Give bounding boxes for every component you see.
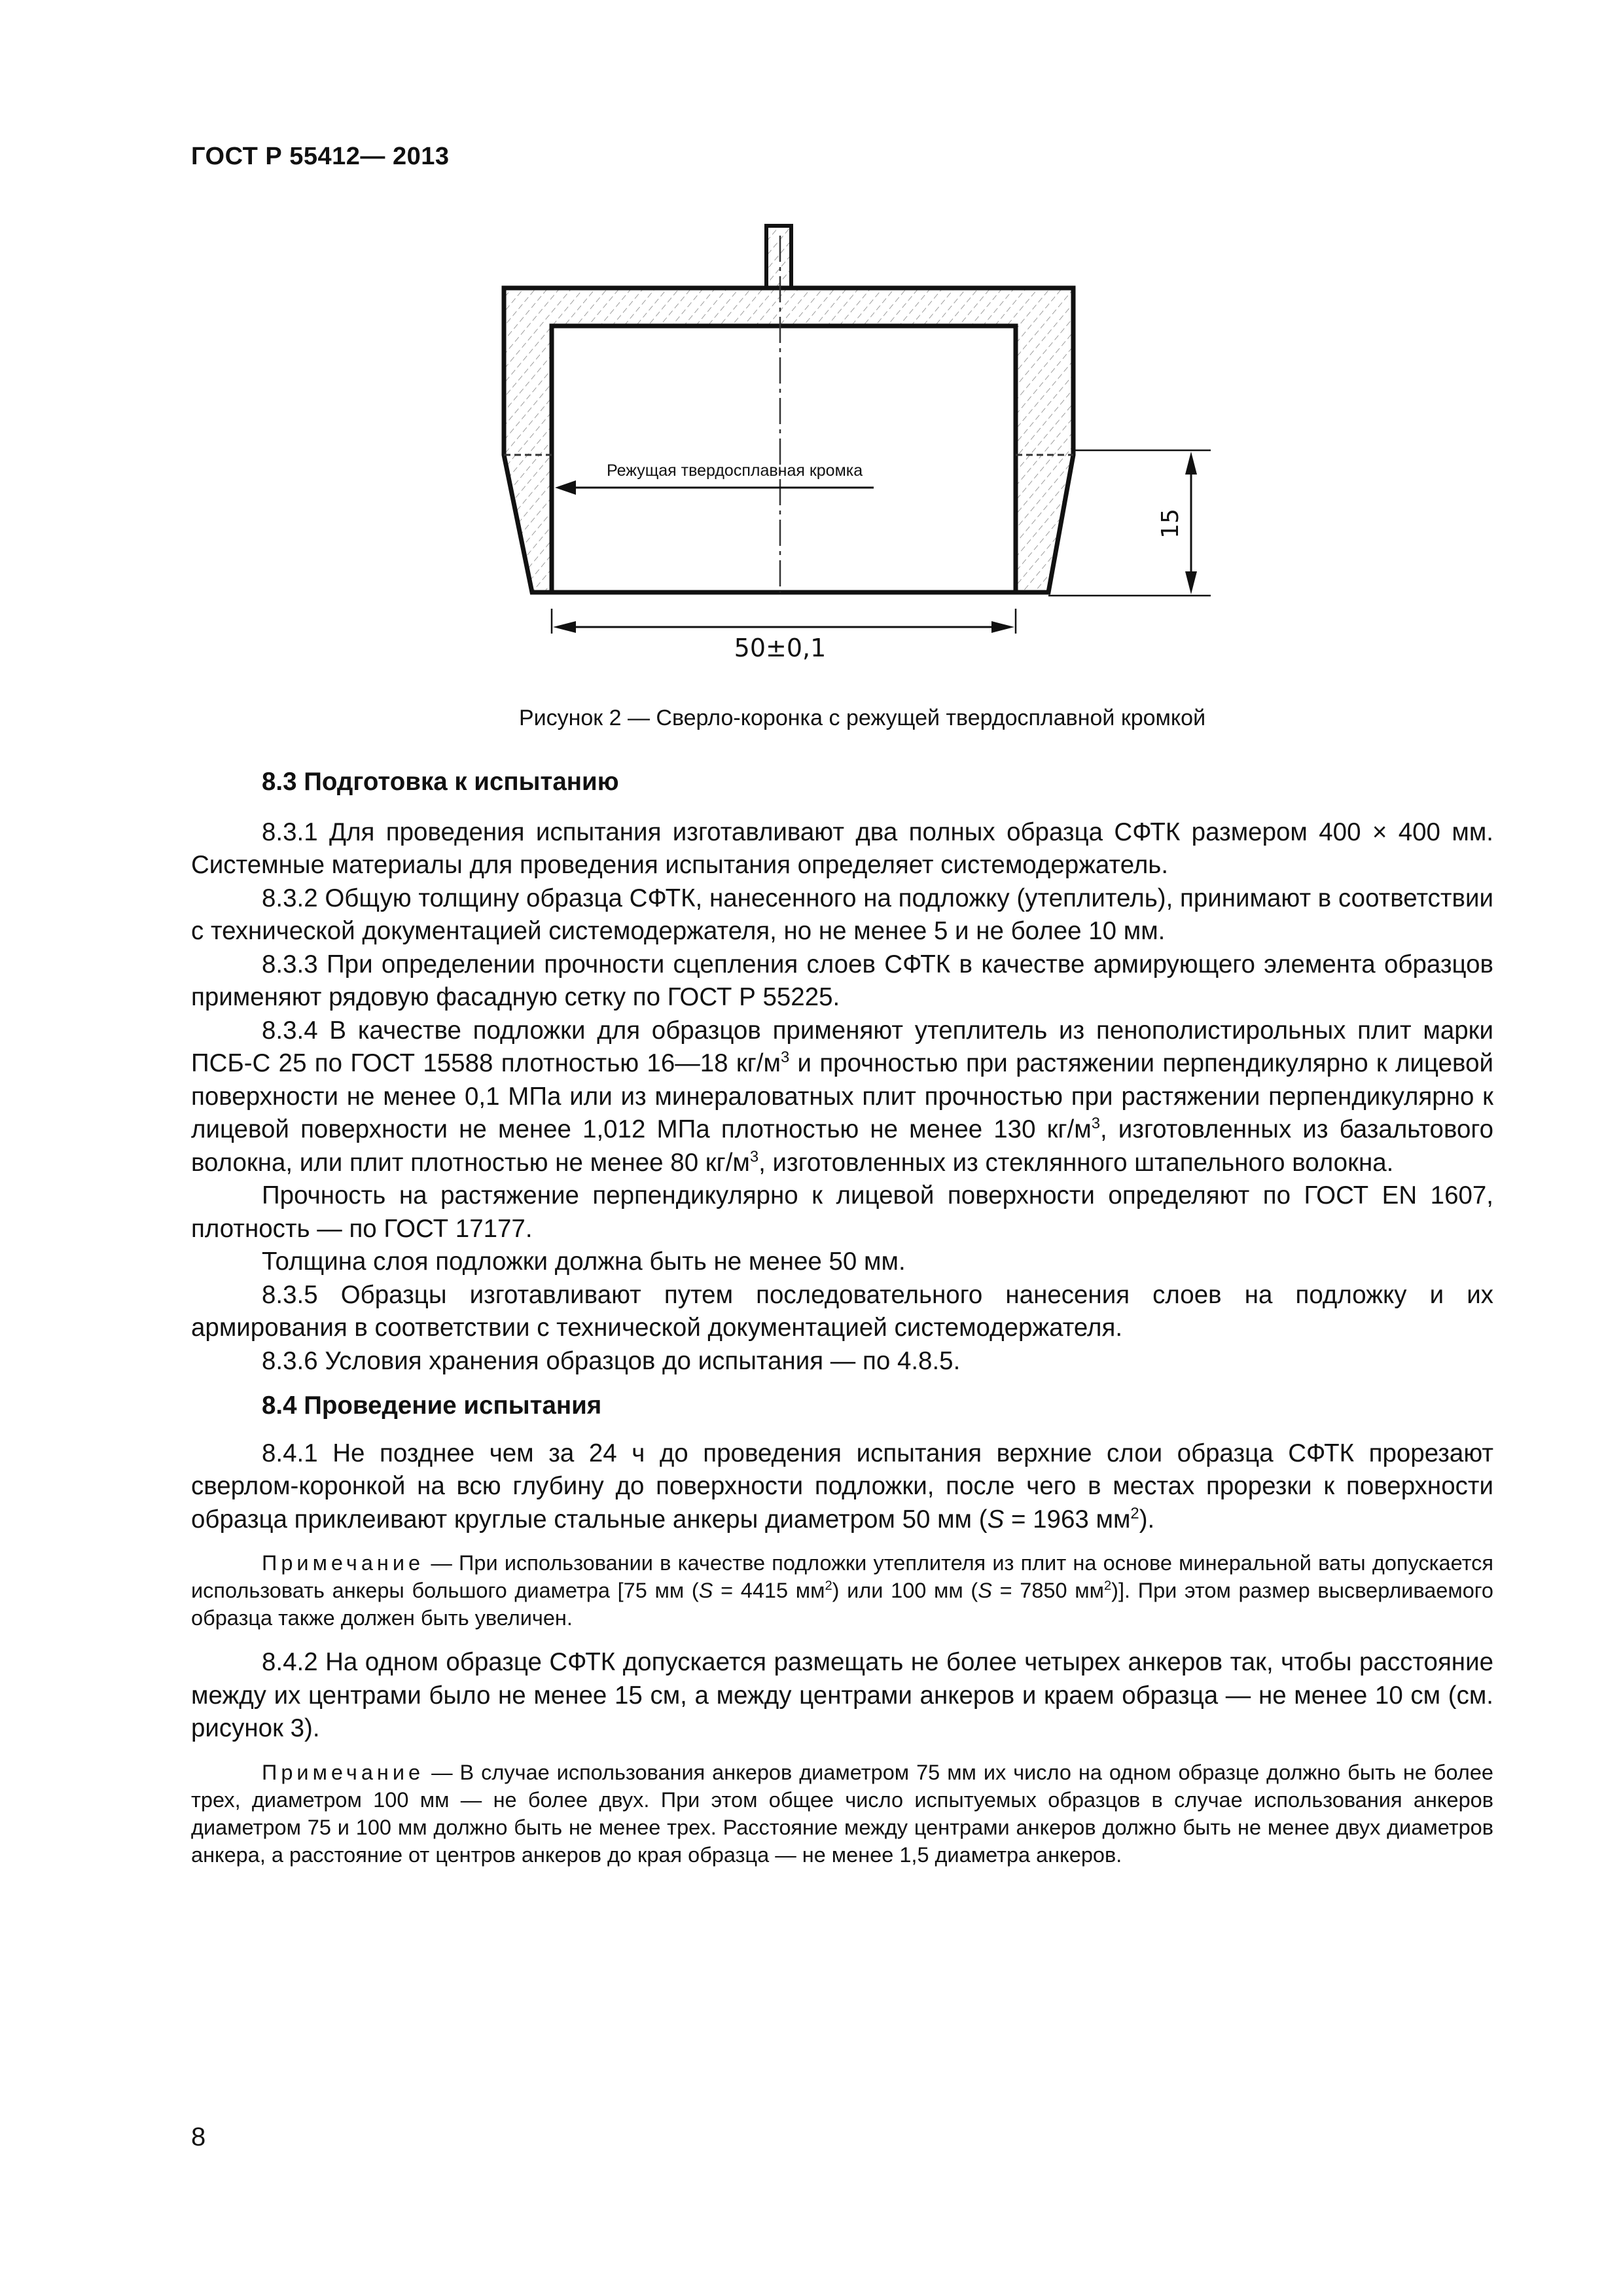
label-leader-arrowhead [555, 480, 576, 495]
drill-crown-body [504, 288, 1073, 592]
drill-crown-figure [0, 0, 1623, 694]
width-arrow-left [553, 621, 576, 633]
paragraph-8-3-4: 8.3.4 В качестве подложки для образцов применяют утеплитель из пенополистирольных плит марки ПСБ-С 25 по ГОСТ 15588 плотностью 16—18 $кг/м^3$ и прочностью при растяжении перпендикулярно к лицевой поверхности не менее 0,1 МПа или из минераловатных плит прочностью при растяжении перпендикулярно к лицевой поверхности не менее 1,012 МПа плотностью не менее 130 $кг/м^3$, изготовленных из базальтового волокна, или плит плотностью не менее 80 $кг/м^3$, изготовленных из стеклянного штапельного волокна. [191, 1016, 1494, 1177]
figure-caption: Рисунок 2 — Сверло-коронка с режущей твердосплавной кромкой [518, 706, 1206, 730]
drill-shank [766, 226, 791, 291]
paragraph-thickness: Толщина слоя подложки должна быть не менее 50 мм. [262, 1247, 906, 1276]
cutting-edge-label: Режущая твердосплавная кромка [607, 461, 863, 480]
paragraph-8-3-1: 8.3.1 Для проведения испытания изготавливают два полных образца СФТК размером 400 × 400 мм. Системные материалы для проведения испытания определяет системодержатель. [191, 817, 1493, 879]
paragraph-8-4-1: 8.4.1 Не позднее чем за 24 ч до проведения испытания верхние слои образца СФТК прорезают сверлом-коронкой на всю глубину до поверхности подложки, после чего в местах прорезки к поверхности образца приклеивают круглые стальные анкеры диаметром 50 мм (S = 1963 $мм^2$). [191, 1439, 1493, 1534]
page-number: 8 [191, 2123, 206, 2151]
paragraph-8-3-5: 8.3.5 Образцы изготавливают путем последовательного нанесения слоев на подложку и их армирования в соответствии с технической документацией системодержателя. [191, 1280, 1493, 1342]
height-arrow-top [1185, 452, 1197, 475]
section-heading-8-3: 8.3 Подготовка к испытанию [262, 768, 619, 796]
note-8-4-2: Примечание — В случае использования анкеров диаметром 75 мм их число на одном образце должно быть не более трех, диаметром 100 мм — не более двух. При этом общее число испытуемых образцов в случае использования анкеров диаметром 75 и 100 мм должно быть не менее трех. Расстояние между центрами анкеров должно быть не менее двух диаметров анкера, а расстояние от центров анкеров до края образца — не менее 1,5 диаметра анкеров. [191, 1760, 1493, 1867]
paragraph-8-4-2: 8.4.2 На одном образце СФТК допускается размещать не более четырех анкеров так, чтобы расстояние между их центрами было не менее 15 см, а между центрами анкеров и краем образца — не менее 10 см (см. рисунок 3). [191, 1648, 1493, 1742]
section-heading-8-4: 8.4 Проведение испытания [262, 1391, 602, 1420]
note-8-4-1: Примечание — При использовании в качестве подложки утеплителя из плит на основе минеральной ваты допускается использовать анкеры большого диаметра [75 мм (S = 4415 $мм^2$) или 100 мм (S = 7850 $мм^2$)]. При этом размер высверливаемого образца также должен быть увеличен. [191, 1551, 1494, 1630]
width-dim-text: 50±0,1 [734, 634, 827, 662]
paragraph-8-3-2: 8.3.2 Общую толщину образца СФТК, нанесенного на подложку (утеплитель), принимают в соответствии с технической документацией системодержателя, но не менее 5 и не более 10 мм. [191, 884, 1493, 945]
paragraph-8-3-3: 8.3.3 При определении прочности сцепления слоев СФТК в качестве армирующего элемента образцов применяют рядовую фасадную сетку по ГОСТ Р 55225. [191, 950, 1493, 1011]
width-arrow-right [991, 621, 1014, 633]
paragraph-strength: Прочность на растяжение перпендикулярно к лицевой поверхности определяют по ГОСТ EN 1607, плотность — по ГОСТ 17177. [191, 1181, 1493, 1243]
height-dim-text: 15 [1157, 509, 1184, 539]
height-arrow-bottom [1185, 571, 1197, 594]
document-header: ГОСТ Р 55412— 2013 [191, 143, 450, 170]
document-body [191, 766, 1493, 1883]
paragraph-8-3-6: 8.3.6 Условия хранения образцов до испытания — по 4.8.5. [262, 1346, 961, 1375]
figure-caption-row [0, 706, 1623, 731]
